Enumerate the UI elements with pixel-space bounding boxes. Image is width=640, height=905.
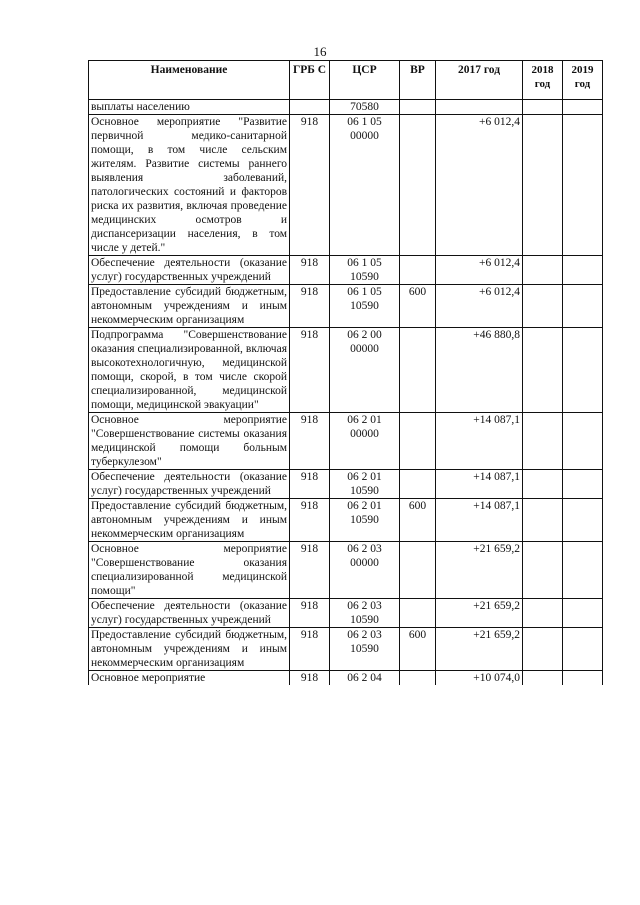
row-csr: 06 2 03 10590 xyxy=(330,628,400,671)
row-2017: +46 880,8 xyxy=(436,328,523,413)
table-row xyxy=(89,100,603,115)
row-2018 xyxy=(523,499,563,542)
row-2018 xyxy=(523,285,563,328)
row-2017: +14 087,1 xyxy=(436,499,523,542)
row-2017: +14 087,1 xyxy=(436,470,523,499)
row-vr xyxy=(400,542,436,599)
header-name: Наименование xyxy=(89,61,290,100)
row-2019 xyxy=(563,671,603,686)
row-2018 xyxy=(523,115,563,256)
row-2017: +10 074,0 xyxy=(436,671,523,686)
row-grbs: 918 xyxy=(290,470,330,499)
row-2017: +14 087,1 xyxy=(436,413,523,470)
row-vr xyxy=(400,470,436,499)
row-vr: 600 xyxy=(400,499,436,542)
row-name: Предоставление субсидий бюджетным, автономным учреждениям и иным некоммерческим организациям xyxy=(89,628,290,671)
row-name: Основное мероприятие "Совершенствование системы оказания медицинской помощи больным туберкулезом" xyxy=(89,413,290,470)
row-grbs: 918 xyxy=(290,115,330,256)
row-vr xyxy=(400,671,436,686)
row-name: Предоставление субсидий бюджетным, автономным учреждениям и иным некоммерческим организациям xyxy=(89,285,290,328)
row-2019 xyxy=(563,256,603,285)
row-vr xyxy=(400,256,436,285)
row-csr: 06 2 04 xyxy=(330,671,400,686)
table-row xyxy=(89,499,603,542)
row-grbs: 918 xyxy=(290,599,330,628)
row-csr: 06 2 01 10590 xyxy=(330,499,400,542)
row-2018 xyxy=(523,671,563,686)
header-2019: 2019 год xyxy=(563,61,603,100)
row-vr xyxy=(400,599,436,628)
header-2017: 2017 год xyxy=(436,61,523,100)
row-vr xyxy=(400,100,436,115)
row-2018 xyxy=(523,413,563,470)
header-vr: ВР xyxy=(400,61,436,100)
row-2017: +6 012,4 xyxy=(436,115,523,256)
row-name: Основное мероприятие xyxy=(89,671,290,686)
row-2019 xyxy=(563,499,603,542)
row-csr: 06 2 00 00000 xyxy=(330,328,400,413)
row-grbs: 918 xyxy=(290,628,330,671)
row-name: Обеспечение деятельности (оказание услуг) государственных учреждений xyxy=(89,470,290,499)
row-csr: 06 2 01 00000 xyxy=(330,413,400,470)
table-row xyxy=(89,285,603,328)
row-2019 xyxy=(563,628,603,671)
row-2017: +6 012,4 xyxy=(436,256,523,285)
row-grbs xyxy=(290,100,330,115)
budget-table xyxy=(88,60,603,685)
row-2018 xyxy=(523,470,563,499)
table-header-row xyxy=(89,61,603,100)
table-row xyxy=(89,413,603,470)
row-csr: 06 1 05 00000 xyxy=(330,115,400,256)
row-name: выплаты населению xyxy=(89,100,290,115)
row-vr xyxy=(400,328,436,413)
row-2017 xyxy=(436,100,523,115)
row-csr: 06 1 05 10590 xyxy=(330,285,400,328)
row-csr: 70580 xyxy=(330,100,400,115)
header-csr: ЦСР xyxy=(330,61,400,100)
row-2017: +21 659,2 xyxy=(436,542,523,599)
row-2018 xyxy=(523,542,563,599)
row-grbs: 918 xyxy=(290,285,330,328)
table-row xyxy=(89,256,603,285)
row-name: Основное мероприятие "Развитие первичной медико-санитарной помощи, в том числе сельским жителям. Развитие системы раннего выявления заболеваний, патологических состояний и факторов риска их развития, включая проведение медицинских осмотров и диспансеризации населения, в том числе у детей." xyxy=(89,115,290,256)
table-row xyxy=(89,628,603,671)
row-csr: 06 2 03 10590 xyxy=(330,599,400,628)
row-grbs: 918 xyxy=(290,413,330,470)
row-name: Подпрограмма "Совершенствование оказания специализированной, включая высокотехнологичную, медицинской помощи, скорой, в том числе скорой специализированной, медицинской помощи, медицинской эвакуации" xyxy=(89,328,290,413)
row-grbs: 918 xyxy=(290,542,330,599)
row-name: Основное мероприятие "Совершенствование оказания специализированной медицинской помощи" xyxy=(89,542,290,599)
row-2018 xyxy=(523,256,563,285)
header-2018: 2018 год xyxy=(523,61,563,100)
row-name: Обеспечение деятельности (оказание услуг) государственных учреждений xyxy=(89,599,290,628)
row-2019 xyxy=(563,542,603,599)
row-2019 xyxy=(563,413,603,470)
row-2017: +6 012,4 xyxy=(436,285,523,328)
row-2018 xyxy=(523,328,563,413)
row-csr: 06 2 01 10590 xyxy=(330,470,400,499)
row-grbs: 918 xyxy=(290,671,330,686)
row-csr: 06 1 05 10590 xyxy=(330,256,400,285)
table-row xyxy=(89,599,603,628)
header-grbs: ГРБ С xyxy=(290,61,330,100)
table-row xyxy=(89,115,603,256)
row-2019 xyxy=(563,470,603,499)
row-csr: 06 2 03 00000 xyxy=(330,542,400,599)
row-grbs: 918 xyxy=(290,499,330,542)
row-grbs: 918 xyxy=(290,328,330,413)
row-2017: +21 659,2 xyxy=(436,628,523,671)
table-row xyxy=(89,542,603,599)
row-vr: 600 xyxy=(400,285,436,328)
row-2019 xyxy=(563,599,603,628)
table-row xyxy=(89,328,603,413)
row-grbs: 918 xyxy=(290,256,330,285)
row-2018 xyxy=(523,100,563,115)
row-2019 xyxy=(563,285,603,328)
row-name: Обеспечение деятельности (оказание услуг) государственных учреждений xyxy=(89,256,290,285)
row-vr: 600 xyxy=(400,628,436,671)
row-2017: +21 659,2 xyxy=(436,599,523,628)
table-row xyxy=(89,470,603,499)
row-2019 xyxy=(563,100,603,115)
table-row xyxy=(89,671,603,686)
row-vr xyxy=(400,413,436,470)
row-name: Предоставление субсидий бюджетным, автономным учреждениям и иным некоммерческим организациям xyxy=(89,499,290,542)
row-2018 xyxy=(523,628,563,671)
row-2019 xyxy=(563,328,603,413)
row-2018 xyxy=(523,599,563,628)
page-number: 16 xyxy=(313,44,327,59)
row-2019 xyxy=(563,115,603,256)
row-vr xyxy=(400,115,436,256)
